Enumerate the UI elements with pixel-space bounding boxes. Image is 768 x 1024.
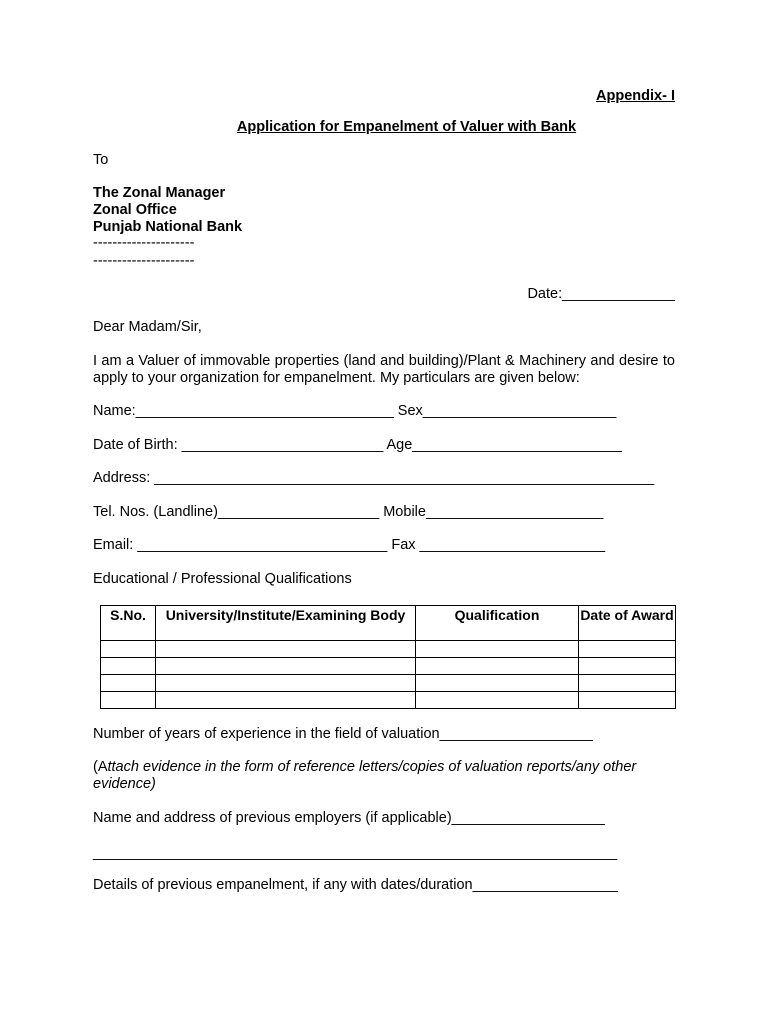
appendix-label: Appendix- I [596,88,675,104]
table-cell[interactable] [416,692,579,709]
previous-empanelment-field: Details of previous empanelment, if any with dates/duration__________________ [93,877,618,893]
to-label: To [93,152,109,168]
form-title: Application for Empanelment of Valuer with Bank [236,119,577,135]
column-header-qualification: Qualification [416,606,579,641]
table-cell[interactable] [156,658,416,675]
table-cell[interactable] [101,658,156,675]
recipient-designation: The Zonal Manager [93,185,226,201]
recipient-office: Zonal Office [93,202,177,218]
table-cell[interactable] [579,692,676,709]
table-cell[interactable] [579,658,676,675]
recipient-bank: Punjab National Bank [93,219,243,235]
table-cell[interactable] [101,675,156,692]
salutation: Dear Madam/Sir, [93,319,202,335]
table-row [101,658,676,675]
qualifications-heading: Educational / Professional Qualifications [93,571,352,587]
attach-evidence-note [93,759,683,793]
previous-employers-blank-line: _________________________________________________________________ [93,845,618,861]
email-fax-field: Email: _______________________________ Fax _______________________ [93,537,606,553]
table-header-row [101,606,676,641]
name-sex-field: Name:________________________________ Sex________________________ [93,403,617,419]
attach-note-text: ttach evidence in the form of reference letters/copies of valuation reports/any other evidence) [93,759,637,792]
table-row [101,675,676,692]
table-row [101,692,676,709]
address-field: Address: ______________________________________________________________ [93,470,655,486]
table-cell[interactable] [156,692,416,709]
address-blank-line-2: --------------------- [93,253,195,269]
table-cell[interactable] [156,675,416,692]
experience-field: Number of years of experience in the field of valuation___________________ [93,726,593,742]
table-cell[interactable] [101,641,156,658]
column-header-university: University/Institute/Examining Body [156,606,416,641]
column-header-date-of-award: Date of Award [579,606,676,641]
table-cell[interactable] [101,692,156,709]
date-field: Date:______________ [527,286,675,302]
address-blank-line-1: --------------------- [93,235,195,251]
table-cell[interactable] [416,675,579,692]
previous-employers-field: Name and address of previous employers (if applicable)___________________ [93,810,605,826]
table-cell[interactable] [156,641,416,658]
attach-note-open: (A [93,759,108,775]
table-cell[interactable] [416,658,579,675]
table-cell[interactable] [579,641,676,658]
table-cell[interactable] [416,641,579,658]
tel-mobile-field: Tel. Nos. (Landline)____________________ Mobile______________________ [93,504,604,520]
qualifications-table [100,605,676,709]
table-cell[interactable] [579,675,676,692]
intro-paragraph: I am a Valuer of immovable properties (land and building)/Plant & Machinery and desire to apply to your organization for empanelment. My particulars are given below: [93,353,675,386]
dob-age-field: Date of Birth: _________________________ Age__________________________ [93,437,622,453]
column-header-sno: S.No. [101,606,156,641]
table-row [101,641,676,658]
